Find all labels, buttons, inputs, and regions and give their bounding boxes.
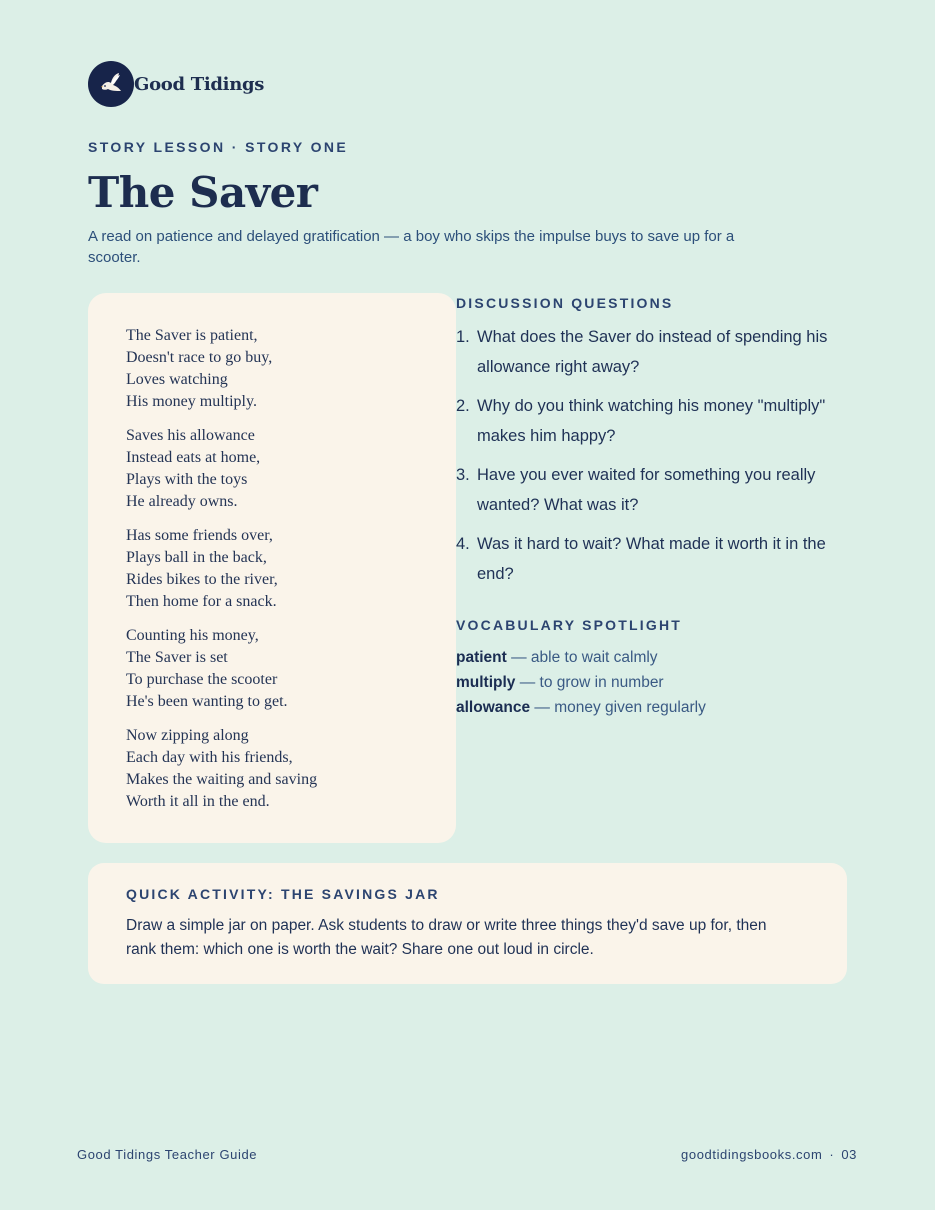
question-text: Was it hard to wait? What made it worth it in the end? [477,535,826,583]
poem-stanza [126,725,456,813]
activity-card [88,863,847,984]
poem-line: Plays ball in the back, [126,549,267,566]
vocabulary-term: multiply [456,674,516,691]
poem-line: Each day with his friends, [126,749,293,766]
poem-stanza [126,325,456,413]
poem-line: Now zipping along [126,727,249,744]
question-text: Have you ever waited for something you really wanted? What was it? [477,466,816,514]
question-number: 1. [456,328,470,346]
vocabulary-term: patient [456,649,507,666]
eyebrow-label: STORY LESSON · STORY ONE [88,139,349,155]
poem-line: The Saver is set [126,649,228,666]
vocabulary-label: VOCABULARY SPOTLIGHT [456,617,683,633]
list-item [456,391,851,451]
poem-line: Worth it all in the end. [126,793,270,810]
list-item [456,460,851,520]
poem-stanza [126,625,456,713]
activity-label: QUICK ACTIVITY: THE SAVINGS JAR [126,886,440,902]
poem-line: Doesn't race to go buy, [126,349,273,366]
vocabulary-definition: — money given regularly [530,699,706,716]
discussion-list [456,322,851,598]
poem-line: He's been wanting to get. [126,693,288,710]
poem-line: To purchase the scooter [126,671,278,688]
vocabulary-definition: — able to wait calmly [506,649,658,666]
poem-card [88,293,456,843]
poem-line: His money multiply. [126,393,257,410]
question-text: Why do you think watching his money "multiply" makes him happy? [477,397,826,445]
question-number: 4. [456,535,470,553]
page-title: The Saver [88,168,318,217]
vocabulary-item [456,695,706,720]
discussion-label: DISCUSSION QUESTIONS [456,295,674,311]
footer-website: goodtidingsbooks.com [681,1147,823,1162]
vocabulary-definition: — to grow in number [515,674,664,691]
vocabulary-term: allowance [456,699,531,716]
footer-right [681,1147,857,1162]
question-number: 3. [456,466,470,484]
poem-line: Counting his money, [126,627,259,644]
brand [88,61,264,107]
poem-line: Saves his allowance [126,427,255,444]
poem-stanza [126,425,456,513]
poem-line: He already owns. [126,493,238,510]
poem-line: Instead eats at home, [126,449,261,466]
footer-separator: · [829,1147,835,1162]
page-subtitle: A read on patience and delayed gratification — a boy who skips the impulse buys to save up for a scooter. [88,228,735,266]
poem-line: Then home for a snack. [126,593,277,610]
question-text: What does the Saver do instead of spending his allowance right away? [477,328,828,376]
poem-line: Loves watching [126,371,228,388]
poem-line: Makes the waiting and saving [126,771,318,788]
list-item [456,322,851,382]
footer-guide-name: Good Tidings Teacher Guide [77,1147,258,1162]
poem-line: Rides bikes to the river, [126,571,278,588]
vocabulary-item [456,645,706,670]
question-number: 2. [456,397,470,415]
vocabulary-item [456,670,706,695]
vocabulary-list [456,645,706,720]
poem-line: Has some friends over, [126,527,273,544]
poem-line: The Saver is patient, [126,327,258,344]
list-item [456,529,851,589]
poem-stanza [126,525,456,613]
activity-text: Draw a simple jar on paper. Ask students to draw or write three things they'd save up for, then rank them: which one is worth the wait? Share one out loud in circle. [126,917,767,958]
dove-icon [88,61,134,107]
page-number: 03 [841,1147,857,1162]
poem-line: Plays with the toys [126,471,248,488]
brand-name: Good Tidings [134,73,265,95]
